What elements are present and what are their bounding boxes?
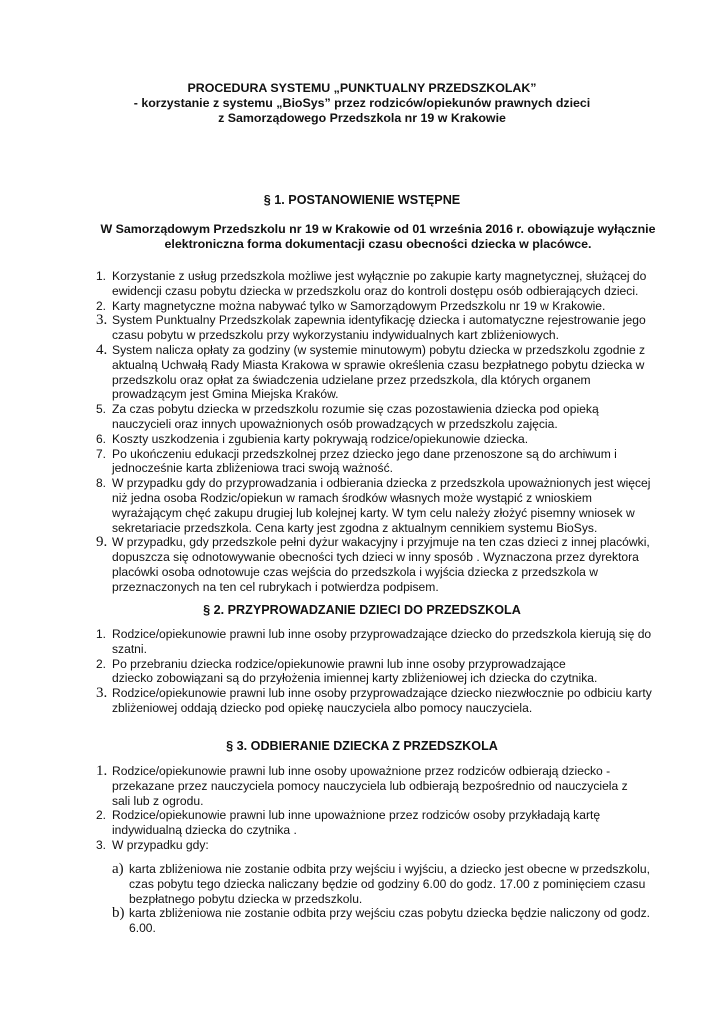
section-3-list [96,764,666,853]
item-line: nauczycieli oraz innych upoważnionych osób prowadzących w przedszkolu zajęcia. [112,416,558,431]
item-line: System Punktualny Przedszkolak zapewnia identyfikację dziecka i automatyczne rejestrowanie jego [112,313,646,328]
item-number: 6. [96,431,107,446]
item-line: Po ukończeniu edukacji przedszkolnej przez dziecko jego dane przenoszone są do archiwum i [112,446,617,461]
list-item [96,838,666,853]
item-line: Za czas pobytu dziecka w przedszkolu rozumie się czas pozostawienia dziecka pod opieką [112,402,599,417]
item-line: Rodzice/opiekunowie prawni lub inne osoby upoważnione przez rodziców odbierają dziecko - [112,764,611,778]
item-number: 3. [96,685,108,702]
item-line: sali lub z ogrodu. [112,793,204,808]
intro-line: W Samorządowym Przedszkolu nr 19 w Krakowie od 01 września 2016 r. obowiązuje wyłącznie [100,222,656,236]
section-2-list [96,627,666,716]
list-item [96,627,666,657]
item-line: zbliżeniowej oddają dziecko pod opiekę nauczyciela albo pomocy nauczyciela. [112,700,533,715]
list-item [96,402,666,432]
item-line: niż jedna osoba Rodzic/opiekun w ramach środków własnych może wystąpić z wnioskiem [112,490,592,505]
list-item [96,432,666,447]
list-item [96,808,666,838]
list-item [96,299,666,314]
item-line: placówki osoba odnotowuje czas wejścia do przedszkola i wyjścia dziecka z przedszkola w [112,564,598,579]
item-line: Koszty uszkodzenia i zgubienia karty pokrywają rodzice/opiekunowie dziecka. [112,431,529,446]
list-item [96,686,666,716]
item-line: przedszkolu oraz opłat za świadczenia udzielane przez przedszkola, dla których organem [112,372,591,387]
list-item [96,269,666,299]
item-line: ewidencji czasu pobytu dziecka w przedszkolu oraz do kontroli dostępu osób odbierających dzieci. [112,283,639,298]
item-line: czas pobytu tego dziecka naliczany będzie od godziny 6.00 do godz. 17.00 z pominięciem czasu [129,876,646,891]
item-line: indywidualną dziecka do czytnika . [112,823,297,838]
item-line: Rodzice/opiekunowie prawni lub inne osoby przyprowadzające dziecko niezwłocznie po odbiciu karty [112,686,652,701]
item-number: 2. [96,298,107,313]
section-2-heading: § 2. PRZYPROWADZANIE DZIECI DO PRZEDSZKOLA [203,603,521,617]
item-line: karta zbliżeniowa nie zostanie odbita przy wejściu czas pobytu dziecka będzie naliczony od godz. [129,906,650,921]
sub-list-item [112,862,666,906]
list-item [96,447,666,477]
item-line: jednocześnie karta zbliżeniowa traci swoją ważność. [112,461,393,476]
item-number: 9. [96,534,108,551]
item-line: System nalicza opłaty za godziny (w systemie minutowym) pobytu dziecka w przedszkolu zgodnie z [112,342,646,357]
item-number: 1. [96,269,107,283]
item-line: W przypadku, gdy przedszkole pełni dyżur wakacyjny i przyjmuje na ten czas dzieci z innej placówki, [112,535,650,550]
list-item [96,313,666,343]
item-line: sekretariacie przedszkola. Cena karty jest zgodna z aktualnym cennikiem systemu BioSys. [112,520,598,535]
item-line: bezpłatnego pobytu dziecka w przedszkolu. [129,891,363,906]
item-number: 1. [96,627,107,641]
item-line: Rodzice/opiekunowie prawni lub inne upoważnione przez rodziców osoby przykładają kartę [112,808,601,823]
sub-list-item [112,906,666,936]
item-number: 2. [96,808,107,823]
item-line: Karty magnetyczne można nabywać tylko w Samorządowym Przedszkolu nr 19 w Krakowie. [112,298,606,313]
item-line: W przypadku gdy do przyprowadzania i odbierania dziecka z przedszkola upoważnionych jest więcej [112,476,651,491]
item-line: Po przebraniu dziecka rodzice/opiekunowie prawni lub inne osoby przyprowadzające [112,656,566,671]
item-number: 4. [96,341,108,358]
item-line: wyrażającym chęć zakupu drugiej lub kolejnej karty. W tym celu należy złożyć pisemny wniosek w [112,505,635,520]
item-line: prowadzącym jest Gmina Miejska Kraków. [112,387,339,402]
item-number: 7. [96,446,107,461]
item-line: dopuszcza się odnotowywanie obecności tych dzieci w inny sposób . Wyznaczona przez dyrektora [112,550,639,565]
item-number: 2. [96,656,107,671]
item-number: 8. [96,476,107,491]
section-1-heading: § 1. POSTANOWIENIE WSTĘPNE [263,193,461,207]
list-item [96,343,666,402]
item-line: aktualną Uchwałą Rady Miasta Krakowa w sprawie określenia czasu bezpłatnego pobytu dziecka w [112,357,645,372]
item-line: Korzystanie z usług przedszkola możliwe jest wyłącznie po zakupie karty magnetycznej, służącej do [112,269,647,283]
item-line: przekazane przez nauczyciela pomocy nauczyciela lub odbierają bezpośrednio od nauczyciela z [112,778,628,793]
item-line: Rodzice/opiekunowie prawni lub inne osoby przyprowadzające dziecko do przedszkola kierują się do [112,627,652,641]
document-subtitle: - korzystanie z systemu „BioSys” przez rodziców/opiekunów prawnych dzieci [133,96,591,110]
list-item [96,657,666,687]
item-line: dziecko zobowiązani są do przyłożenia imiennej karty zbliżeniowej ich dziecka do czytnika. [112,671,598,686]
item-number: 5. [96,402,107,417]
section-1-list [96,269,666,595]
document-subtitle-school: z Samorządowego Przedszkola nr 19 w Krakowie [218,111,506,125]
item-line: 6.00. [129,921,156,936]
section-1-intro [96,222,660,252]
item-line: karta zbliżeniowa nie zostanie odbita przy wejściu i wyjściu, a dziecko jest obecne w przedszkolu, [129,862,650,876]
intro-line: elektroniczna forma dokumentacji czasu obecności dziecka w placówce. [164,237,592,251]
list-item [96,764,666,808]
item-line: przeznaczonych na ten cel rubrykach i potwierdza podpisem. [112,579,439,594]
item-line: szatni. [112,641,147,656]
sub-item-letter: b) [112,905,125,922]
list-item [96,476,666,535]
sub-item-letter: a) [112,861,124,877]
item-line: W przypadku gdy: [112,837,209,852]
item-number: 3. [96,837,107,852]
document-title: PROCEDURA SYSTEMU „PUNKTUALNY PRZEDSZKOLAK” [187,81,537,95]
list-item [96,535,666,594]
item-number: 1. [96,763,108,779]
section-3-heading: § 3. ODBIERANIE DZIECKA Z PRZEDSZKOLA [226,739,498,753]
section-3-sublist [112,862,666,936]
item-line: czasu pobytu w przedszkolu przy wykorzystaniu indywidualnych kart zbliżeniowych. [112,328,559,343]
item-number: 3. [96,312,108,329]
